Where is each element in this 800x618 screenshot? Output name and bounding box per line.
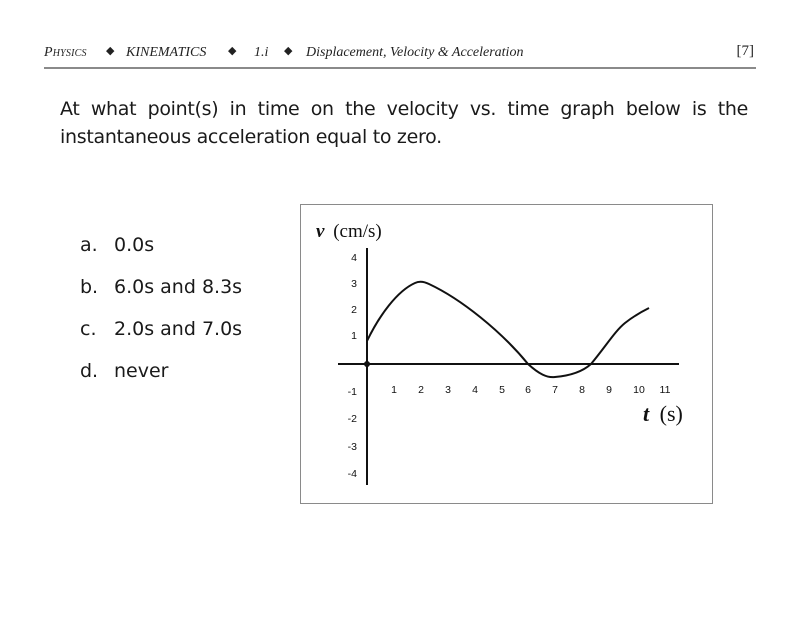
bullet-icon: ◆ (284, 45, 293, 57)
svg-text:5: 5 (499, 384, 505, 396)
page-number: [7] (736, 43, 754, 59)
svg-text:7: 7 (552, 384, 558, 396)
header-subject: Physics (44, 45, 87, 60)
option-letter: c. (80, 318, 97, 340)
header-topic: KINEMATICS (126, 45, 207, 60)
bullet-icon: ◆ (228, 45, 237, 57)
svg-text:1: 1 (391, 384, 397, 396)
svg-text:10: 10 (633, 384, 645, 396)
svg-text:-1: -1 (347, 386, 357, 398)
svg-text:2: 2 (418, 384, 424, 396)
velocity-time-graph (300, 204, 713, 504)
bullet-icon: ◆ (106, 45, 115, 57)
option-letter: d. (80, 360, 99, 382)
y-axis-symbol: v (316, 221, 325, 242)
header-section: 1.i (254, 45, 269, 60)
svg-text:t (s) (643, 401, 683, 426)
option-letter: a. (80, 234, 98, 256)
option-letter: b. (80, 276, 99, 298)
svg-text:2: 2 (351, 304, 357, 316)
svg-text:v (cm/s) (316, 221, 382, 242)
svg-text:-4: -4 (347, 468, 357, 480)
svg-text:11: 11 (659, 384, 671, 396)
svg-text:-3: -3 (347, 441, 357, 453)
svg-text:3: 3 (351, 278, 357, 290)
y-axis-unit: (cm/s) (333, 221, 382, 242)
svg-text:4: 4 (351, 252, 357, 264)
x-tick-labels (391, 384, 671, 396)
x-axis-symbol: t (643, 401, 650, 426)
origin-point (364, 361, 370, 367)
svg-text:1: 1 (351, 330, 357, 342)
svg-text:4: 4 (472, 384, 478, 396)
option-text: 6.0s and 8.3s (114, 276, 243, 298)
y-tick-labels (348, 252, 358, 480)
svg-text:3: 3 (445, 384, 451, 396)
x-axis-unit: (s) (659, 401, 683, 426)
option-text: never (114, 360, 169, 382)
graph-canvas (1, 1, 800, 618)
svg-text:-2: -2 (347, 413, 357, 425)
svg-text:6: 6 (525, 384, 531, 396)
question-text: At what point(s) in time on the velocity vs. time graph below is the instantaneous acceleration equal to zero. (60, 98, 748, 148)
option-text: 0.0s (114, 234, 155, 256)
header-title: Displacement, Velocity & Acceleration (306, 45, 524, 60)
option-text: 2.0s and 7.0s (114, 318, 243, 340)
svg-text:9: 9 (606, 384, 612, 396)
svg-text:8: 8 (579, 384, 585, 396)
velocity-curve (367, 282, 649, 378)
